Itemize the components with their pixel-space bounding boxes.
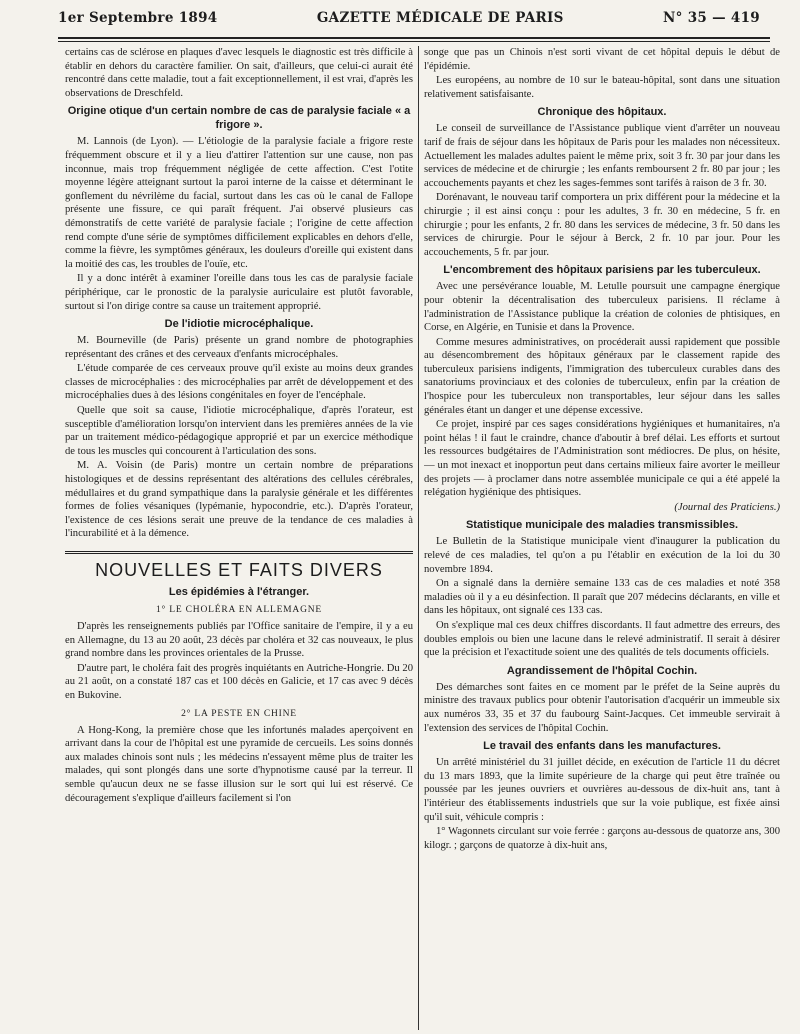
paragraph: Le Bulletin de la Statistique municipale vient d'inaugurer la publication du relevé de ces maladies, tel qu'on a pu l'établir en exécution de la loi du 30 novembre 1894. bbox=[424, 536, 780, 575]
paragraph: D'autre part, le choléra fait des progrès inquiétants en Autriche-Hongrie. Du 20 au 21 août, on a constaté 187 cas et 100 décès en Galicie, et 17 cas avec 9 décès en Bukovine. bbox=[65, 662, 413, 701]
paragraph: Des démarches sont faites en ce moment par le préfet de la Seine auprès du ministre des travaux publics pour obtenir l'autorisation d'acquérir un immeuble six aux numéros 33, 35 et 37 du faubourg Saint-Jacques. Cet immeuble servirait à l'extension des services de l'hôpital Cochin. bbox=[424, 681, 780, 734]
section-heading: Chronique des hôpitaux. bbox=[537, 106, 667, 119]
paragraph: Les européens, au nombre de 10 sur le bateau-hôpital, sont dans une situation relativement satisfaisante. bbox=[424, 75, 780, 100]
paragraph: Avec une persévérance louable, M. Letulle poursuit une campagne énergique pour obtenir la décentralisation des tuberculeux parisiens. Il réclame à l'administration de l'Assistance publique la création de colonies de phtisiques, en Corse, en Algérie, en Tunisie et dans la Provence. bbox=[424, 281, 780, 334]
section-heading: De l'idiotie microcéphalique. bbox=[164, 318, 314, 331]
paragraph: D'après les renseignements publiés par l'Office sanitaire de l'empire, il y a eu en Allemagne, du 13 au 20 août, 23 décès par choléra et 32 cas nouveaux, le plus grand nombre dans les provinces orientales de la Prusse. bbox=[65, 621, 413, 660]
section-heading: L'encombrement des hôpitaux parisiens par les tuberculeux. bbox=[443, 264, 761, 277]
header-date: 1er Septembre 1894 bbox=[58, 10, 218, 26]
paragraph: L'étude comparée de ces cerveaux prouve qu'il existe au moins deux grandes classes de microcéphalies : des microcéphalies par arrêt de développement et des microcéphalies dues à des lésions congénitales en foyer de l'encéphale. bbox=[65, 363, 413, 402]
section-heading: Le travail des enfants dans les manufactures. bbox=[483, 740, 721, 753]
paragraph: M. Lannois (de Lyon). — L'étiologie de la paralysie faciale a frigore reste fréquemment obscure et il y a lieu d'attirer l'attention sur une cause, non pas inconnue, mais trop fréquemment négligée de cette affection. C'est l'otite moyenne légère atteignant surtout la paroi interne de la caisse et déterminant le gonflement du névrilème du facial, surtout dans les cas où le canal de Fallope présente une fissure, ce qui paraît fréquent. J'ai observé plusieurs cas démonstratifs de cette variété de paralysie faciale ; l'origine de cette affection rend compte d'une série de symptômes difficilement explicables en dehors d'elle, comme la fièvre, les symptômes généraux, les douleurs d'oreille qui existent dans la moitié des cas, les troubles de l'ouïe, etc. bbox=[65, 136, 413, 270]
paragraph: On a signalé dans la dernière semaine 133 cas de ces maladies et noté 358 maladies où il y a eu désinfection. Il paraît que 207 médecins déclarants, en ville et dans les hôpitaux, ont signalé ces 133 cas. bbox=[424, 578, 780, 617]
section-heading: Statistique municipale des maladies transmissibles. bbox=[465, 519, 739, 532]
paragraph: certains cas de sclérose en plaques d'avec lesquels le diagnostic est très difficile à établir en dehors du caractère familier. On sait, d'ailleurs, que celui-ci aurait été rencontré dans cette maladie, tout a fait exceptionnellement, il est vrai, d'après les observations de Dreschfeld. bbox=[65, 47, 413, 99]
section-heading: Origine otique d'un certain nombre de cas de paralysie faciale « a frigore ». bbox=[67, 105, 411, 132]
header-rule-thin bbox=[58, 41, 770, 42]
subsection-heading: 1° LE CHOLÉRA EN ALLEMAGNE bbox=[155, 605, 323, 615]
paragraph: M. Bourneville (de Paris) présente un grand nombre de photographies représentant des crânes et des cerveaux d'enfants microcéphales. bbox=[65, 335, 413, 360]
header-rule bbox=[58, 37, 770, 39]
paragraph: A Hong-Kong, la première chose que les infortunés malades aperçoivent en arrivant dans la cour de l'hôpital est une pyramide de cercueils. Les soins donnés aux malades chinois sont nuls ; les médecins n'essayent même plus de traiter les malades, qui sont plongés dans une sorte d'hypnotisme causé par la terreur. Il semble qu'aucun deux ne se fasse illusion sur le sort qui lui est réservé. Ce découragement s'explique d'ailleurs facilement si l'on bbox=[65, 724, 413, 804]
header-title: GAZETTE MÉDICALE DE PARIS bbox=[316, 10, 564, 26]
paragraph: songe que pas un Chinois n'est sorti vivant de cet hôpital depuis le début de l'épidémie. bbox=[424, 47, 780, 72]
paragraph: M. A. Voisin (de Paris) montre un certain nombre de préparations histologiques et de dessins représentant des altérations des cellules cérébrales, médullaires et du grand sympathique dans la paralysie générale et les différentes formes de folies vésaniques (lypémanie, hypocondrie, etc.). D'après l'orateur, l'existence de ces lésions serait une preuve de la tendance de ces maladies à l'incurabilité et à la démence. bbox=[65, 460, 413, 540]
paragraph: Dorénavant, le nouveau tarif comportera un prix différent pour la médecine et la chirurgie ; il est ainsi conçu : pour les adultes, 3 fr. 30 en médecine, 5 fr. en chirurgie ; pour les enfants, 2 fr. 80 dans les services de médecine, 3 fr. 50 dans les services de chirurgie. Pour le séjour à Berck, 2 fr. 10 par jour. Pour les accouchements, 5 fr. par jour. bbox=[424, 192, 780, 258]
paragraph: On s'explique mal ces deux chiffres discordants. Il faut admettre des erreurs, des doubles emplois ou bien une lacune dans le relevé administratif. Il serait à désirer que la précision et l'exactitude soient une des qualités de tels documents officiels. bbox=[424, 619, 780, 659]
section-heading: Agrandissement de l'hôpital Cochin. bbox=[506, 664, 698, 677]
right-column bbox=[424, 46, 780, 1030]
paragraph: Quelle que soit sa cause, l'idiotie microcéphalique, d'après l'orateur, est susceptible d'amélioration lorsqu'on intervient dans les premières années de la vie par un traitement médico-pédagogique approprié et par un exercice méthodique de tous les muscles qui concourent à l'articulation des sons. bbox=[65, 405, 413, 457]
paragraph: Le conseil de surveillance de l'Assistance publique vient d'arrêter un nouveau tarif de frais de séjour dans les hôpitaux de Paris pour les malades non nécessiteux. Actuellement les malades adultes paient le même prix, soit 3 fr. 30 par jour dans les services de médecine et de chirurgie ; les enfants remboursent 2 fr. 80 par jour ; les accouchements payants et chez les sages-femmes sont tarifés à raison de 3 fr. 30. bbox=[424, 123, 780, 189]
page-header bbox=[58, 10, 760, 32]
source-citation: (Journal des Praticiens.) bbox=[674, 501, 780, 513]
rubric-heading: NOUVELLES ET FAITS DIVERS bbox=[65, 551, 413, 581]
paragraph: 1° Wagonnets circulant sur voie ferrée : garçons au-dessous de quatorze ans, 300 kilogr. ; garçons de quatorze à dix-huit ans, bbox=[424, 826, 780, 851]
left-column bbox=[65, 46, 413, 1030]
paragraph: Ce projet, inspiré par ces sages considérations hygiéniques et humanitaires, n'a point hélas ! il faut le craindre, chance d'aboutir à bref délai. Les efforts et surtout les ressources budgétaires de l'Administration sont médiocres. De plus, on hésite, — un mot inexact et inopportun peut dans certains milieux faire avorter le meilleur des projets — à proclamer dans notre assemblée municipale ce qui a été appelé la relégation hygiénique des phtisiques. bbox=[424, 419, 780, 499]
paragraph: Il y a donc intérêt à examiner l'oreille dans tous les cas de paralysie faciale périphérique, car le pronostic de la paralysie auriculaire est plutôt favorable, surtout si l'on dirige contre sa cause un traitement approprié. bbox=[65, 273, 413, 312]
section-heading: Les épidémies à l'étranger. bbox=[168, 586, 310, 598]
subsection-heading: 2° LA PESTE EN CHINE bbox=[181, 708, 297, 719]
paragraph: Un arrêté ministériel du 31 juillet décide, en exécution de l'article 11 du décret du 13 mars 1893, que la limite supérieure de la charge qui peut être traînée ou poussée par les jeunes ouvriers et ouvrières au-dessous de dix-huit ans, tant à l'intérieur des établissements industriels que sur la voie publique, est fixée ainsi qu'il suit, véhicule compris : bbox=[424, 757, 780, 823]
paragraph: Comme mesures administratives, on procéderait aussi rapidement que possible au désencombrement des hôpitaux généraux par le classement rapide des tuberculeux parisiens indigents, l'immigration des tuberculeux curables dans des sanatoriums provinciaux et des colonies de tuberculeux, enfin par la création de l'hospice pour les tuberculeux non transportables, leur séjour dans les salles générales étant un danger et une dépense excessive. bbox=[424, 336, 780, 416]
header-issue: N° 35 — 419 bbox=[663, 10, 760, 26]
column-divider bbox=[418, 46, 419, 1030]
